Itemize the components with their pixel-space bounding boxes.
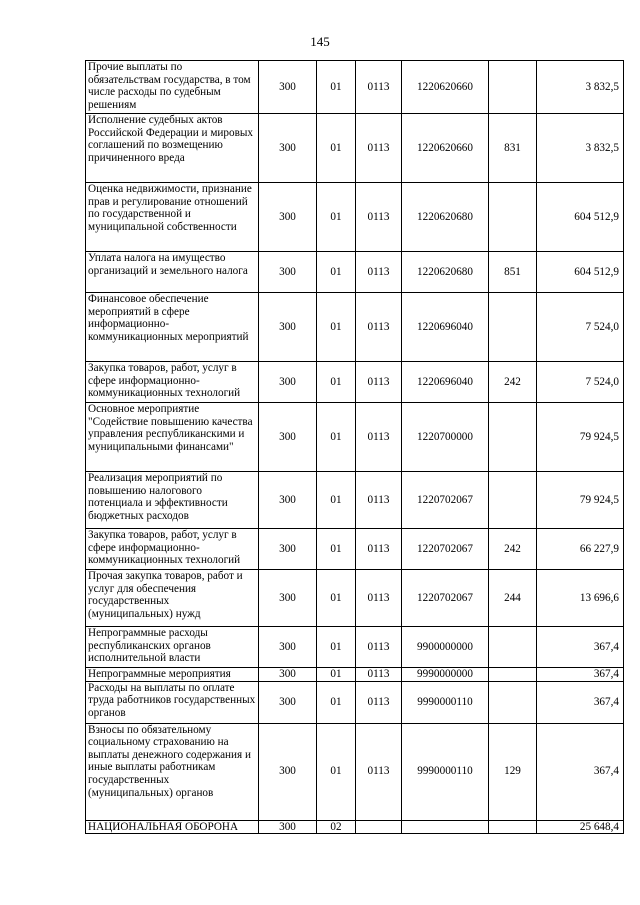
section-code-cell: 01	[317, 362, 356, 403]
table-row	[86, 681, 624, 723]
section-code-cell: 01	[317, 723, 356, 820]
ministry-code-cell: 300	[259, 362, 317, 403]
subsection-code-cell: 0113	[356, 472, 402, 529]
amount-cell: 604 512,9	[537, 252, 624, 293]
amount-cell: 604 512,9	[537, 183, 624, 252]
table-row	[86, 668, 624, 682]
ministry-code-cell: 300	[259, 820, 317, 834]
amount-cell: 367,4	[537, 681, 624, 723]
expense-type-code-cell	[489, 627, 537, 668]
table-row	[86, 362, 624, 403]
ministry-code-cell: 300	[259, 114, 317, 183]
section-code-cell: 02	[317, 820, 356, 834]
section-code-cell: 01	[317, 570, 356, 627]
item-name-cell: Основное мероприятие "Содействие повышению качества управления республиканскими и муниципальными финансами"	[86, 403, 259, 472]
item-name-cell: Прочая закупка товаров, работ и услуг для обеспечения государственных (муниципальных) нужд	[86, 570, 259, 627]
target-article-code-cell: 1220696040	[402, 293, 489, 362]
ministry-code-cell: 300	[259, 627, 317, 668]
amount-cell: 13 696,6	[537, 570, 624, 627]
target-article-code-cell: 1220700000	[402, 403, 489, 472]
subsection-code-cell: 0113	[356, 723, 402, 820]
subsection-code-cell: 0113	[356, 627, 402, 668]
item-name-cell: Закупка товаров, работ, услуг в сфере информационно-коммуникационных технологий	[86, 529, 259, 570]
target-article-code-cell	[402, 820, 489, 834]
subsection-code-cell: 0113	[356, 362, 402, 403]
section-code-cell: 01	[317, 293, 356, 362]
table-row	[86, 293, 624, 362]
target-article-code-cell: 1220620680	[402, 252, 489, 293]
item-name-cell: Реализация мероприятий по повышению налогового потенциала и эффективности бюджетных расходов	[86, 472, 259, 529]
subsection-code-cell: 0113	[356, 252, 402, 293]
section-code-cell: 01	[317, 403, 356, 472]
ministry-code-cell: 300	[259, 252, 317, 293]
target-article-code-cell: 1220702067	[402, 570, 489, 627]
ministry-code-cell: 300	[259, 183, 317, 252]
expense-type-code-cell: 851	[489, 252, 537, 293]
ministry-code-cell: 300	[259, 681, 317, 723]
section-code-cell: 01	[317, 472, 356, 529]
table-row	[86, 723, 624, 820]
item-name-cell: Закупка товаров, работ, услуг в сфере информационно-коммуникационных технологий	[86, 362, 259, 403]
subsection-code-cell: 0113	[356, 293, 402, 362]
item-name-cell: Исполнение судебных актов Российской Федерации и мировых соглашений по возмещению причиненного вреда	[86, 114, 259, 183]
section-code-cell: 01	[317, 627, 356, 668]
amount-cell: 25 648,4	[537, 820, 624, 834]
subsection-code-cell: 0113	[356, 529, 402, 570]
budget-table	[85, 60, 624, 834]
section-code-cell: 01	[317, 61, 356, 114]
section-code-cell: 01	[317, 183, 356, 252]
table-row	[86, 529, 624, 570]
item-name-cell: Оценка недвижимости, признание прав и регулирование отношений по государственной и муниципальной собственности	[86, 183, 259, 252]
item-name-cell: Прочие выплаты по обязательствам государства, в том числе расходы по судебным решениям	[86, 61, 259, 114]
item-name-cell: Непрограммные расходы республиканских органов исполнительной власти	[86, 627, 259, 668]
table-row	[86, 472, 624, 529]
subsection-code-cell: 0113	[356, 570, 402, 627]
ministry-code-cell: 300	[259, 570, 317, 627]
expense-type-code-cell	[489, 472, 537, 529]
expense-type-code-cell	[489, 183, 537, 252]
item-name-cell: Финансовое обеспечение мероприятий в сфере информационно-коммуникационных мероприятий	[86, 293, 259, 362]
section-code-cell: 01	[317, 252, 356, 293]
section-code-cell: 01	[317, 681, 356, 723]
table-row	[86, 403, 624, 472]
item-name-cell: Непрограммные мероприятия	[86, 668, 259, 682]
amount-cell: 3 832,5	[537, 114, 624, 183]
target-article-code-cell: 9990000000	[402, 668, 489, 682]
table-row	[86, 820, 624, 834]
table-row	[86, 252, 624, 293]
amount-cell: 7 524,0	[537, 293, 624, 362]
table-row	[86, 570, 624, 627]
target-article-code-cell: 1220702067	[402, 529, 489, 570]
expense-type-code-cell: 242	[489, 362, 537, 403]
table-row	[86, 183, 624, 252]
expense-type-code-cell: 244	[489, 570, 537, 627]
table-row	[86, 114, 624, 183]
item-name-cell: Взносы по обязательному социальному страхованию на выплаты денежного содержания и иные выплаты работникам государственных (муниципальных) органов	[86, 723, 259, 820]
amount-cell: 66 227,9	[537, 529, 624, 570]
ministry-code-cell: 300	[259, 61, 317, 114]
subsection-code-cell: 0113	[356, 61, 402, 114]
subsection-code-cell: 0113	[356, 668, 402, 682]
subsection-code-cell: 0113	[356, 114, 402, 183]
item-name-cell: Расходы на выплаты по оплате труда работников государственных органов	[86, 681, 259, 723]
table-row	[86, 627, 624, 668]
expense-type-code-cell: 129	[489, 723, 537, 820]
item-name-cell: Уплата налога на имущество организаций и земельного налога	[86, 252, 259, 293]
target-article-code-cell: 9900000000	[402, 627, 489, 668]
table-body	[86, 61, 624, 834]
amount-cell: 367,4	[537, 668, 624, 682]
ministry-code-cell: 300	[259, 529, 317, 570]
section-code-cell: 01	[317, 668, 356, 682]
expense-type-code-cell	[489, 403, 537, 472]
table-row	[86, 61, 624, 114]
target-article-code-cell: 1220702067	[402, 472, 489, 529]
amount-cell: 79 924,5	[537, 472, 624, 529]
ministry-code-cell: 300	[259, 668, 317, 682]
expense-type-code-cell: 242	[489, 529, 537, 570]
amount-cell: 7 524,0	[537, 362, 624, 403]
expense-type-code-cell	[489, 61, 537, 114]
section-code-cell: 01	[317, 114, 356, 183]
section-code-cell: 01	[317, 529, 356, 570]
expense-type-code-cell	[489, 681, 537, 723]
amount-cell: 79 924,5	[537, 403, 624, 472]
subsection-code-cell	[356, 820, 402, 834]
ministry-code-cell: 300	[259, 472, 317, 529]
ministry-code-cell: 300	[259, 403, 317, 472]
subsection-code-cell: 0113	[356, 183, 402, 252]
expense-type-code-cell	[489, 820, 537, 834]
expense-type-code-cell	[489, 668, 537, 682]
subsection-code-cell: 0113	[356, 681, 402, 723]
target-article-code-cell: 9990000110	[402, 723, 489, 820]
target-article-code-cell: 9990000110	[402, 681, 489, 723]
amount-cell: 367,4	[537, 627, 624, 668]
ministry-code-cell: 300	[259, 293, 317, 362]
target-article-code-cell: 1220620660	[402, 61, 489, 114]
target-article-code-cell: 1220620660	[402, 114, 489, 183]
expense-type-code-cell	[489, 293, 537, 362]
subsection-code-cell: 0113	[356, 403, 402, 472]
amount-cell: 367,4	[537, 723, 624, 820]
amount-cell: 3 832,5	[537, 61, 624, 114]
target-article-code-cell: 1220696040	[402, 362, 489, 403]
target-article-code-cell: 1220620680	[402, 183, 489, 252]
ministry-code-cell: 300	[259, 723, 317, 820]
page-number: 145	[310, 34, 330, 49]
item-name-cell: НАЦИОНАЛЬНАЯ ОБОРОНА	[86, 820, 259, 834]
expense-type-code-cell: 831	[489, 114, 537, 183]
